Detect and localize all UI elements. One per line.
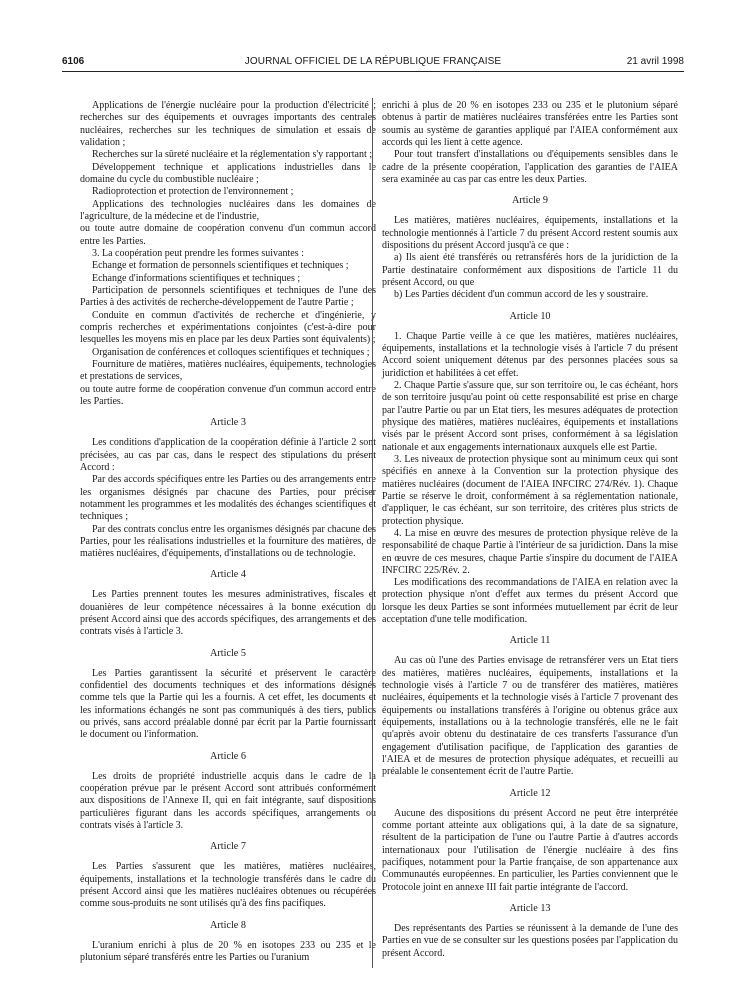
page-header — [62, 56, 684, 72]
paragraph: L'uranium enrichi à plus de 20 % en isotopes 233 ou 235 et le plutonium séparé transférés entre les Parties ou l'uranium — [80, 939, 376, 964]
publication-date: 21 avril 1998 — [626, 56, 684, 67]
header-rule — [62, 71, 684, 72]
paragraph: Les conditions d'application de la coopération définie à l'article 2 sont précisées, au cas par cas, dans le respect des stipulations du présent Accord : — [80, 437, 376, 473]
paragraph: Développement technique et applications industrielles dans le domaine du cycle du combustible nucléaire ; — [80, 161, 376, 185]
paragraph: Pour tout transfert d'installations ou d'équipements sensibles dans le cadre de la présente coopération, l'application des garanties de l'AIEA sera examinée au cas par cas entre les deux Parties. — [382, 149, 678, 185]
paragraph: Par des contrats conclus entre les organismes désignés par chacune des Parties, pour les réalisations industrielles et la fourniture des matières, de matières nucléaires, d'équipements, d'installations ou de technologie. — [80, 523, 376, 560]
paragraph: Les modifications des recommandations de l'AIEA en relation avec la protection physique n'ont d'effet aux termes du présent Accord que lorsque les deux Parties se sont informées mutuellement par écrit de leur acceptation d'une telle modification. — [382, 577, 678, 626]
paragraph: Au cas où l'une des Parties envisage de retransférer vers un Etat tiers des matières, matières nucléaires, équipements, installations et la technologie visés à l'article 7 ou de transférer des matières, matières nucléaires, équipements et la technologie visés à l'article 7 provenant des équipements ou installations transférés à l'origine ou obtenus grâce aux équipements, installations ou à la technologie transférés, elle ne le fait qu'après avoir obtenu du destinataire de ces transferts l'assurance d'un engagement d'utilisation pacifique, de l'application des garanties de l'AIEA et de mesures de protection physique adéquates, et recueilli au préalable le consentement écrit de l'autre Partie. — [382, 655, 678, 778]
paragraph: Les Parties s'assurent que les matières, matières nucléaires, équipements, installations et la technologie transférés dans le cadre du présent Accord ainsi que les matières nucléaires obtenues ou récupérées comme sous-produits ne sont utilisés qu'à des fins pacifiques. — [80, 861, 376, 910]
paragraph: enrichi à plus de 20 % en isotopes 233 ou 235 et le plutonium séparé obtenus à partir de matières nucléaires transférées entre les Parties sont soumis au système de garanties appliqué par l'AIEA conformément aux accords qui les lient à cette agence. — [382, 100, 678, 148]
paragraph: Applications des technologies nucléaires dans les domaines de l'agriculture, de la médecine et de l'industrie, — [80, 198, 376, 222]
paragraph: ou toute autre forme de coopération convenue d'un commun accord entre les Parties. — [80, 383, 376, 407]
paragraph: ou toute autre domaine de coopération convenu d'un commun accord entre les Parties. — [80, 223, 376, 247]
paragraph: Applications de l'énergie nucléaire pour la production d'électricité ; recherches sur des équipements et ouvrages importants des centrales nucléaires, recherches sur les techniques de simulation et essais de validation ; — [80, 100, 376, 148]
article-heading: Article 13 — [509, 903, 551, 915]
article-heading: Article 9 — [512, 195, 548, 207]
column-divider — [372, 98, 373, 968]
journal-title: JOURNAL OFFICIEL DE LA RÉPUBLIQUE FRANÇAISE — [244, 56, 502, 67]
paragraph: Par des accords spécifiques entre les Parties ou des arrangements entre les organismes désignés par chacune des Parties, pour préciser notamment les programmes et les modalités des échanges scientifiques et techniques ; — [80, 474, 376, 523]
paragraph: a) Ils aient été transférés ou retransférés hors de la juridiction de la Partie destinataire conformément aux dispositions de l'article 11 du présent Accord, ou que — [382, 252, 678, 288]
paragraph: Des représentants des Parties se réunissent à la demande de l'une des Parties en vue de se consulter sur les questions posées par l'application du présent Accord. — [382, 923, 678, 959]
paragraph: Conduite en commun d'activités de recherche et d'ingénierie, y compris recherches et expérimentations conjointes (c'est-à-dire pour lesquelles les moyens mis en place par les deux Parties sont équivalents) ; — [80, 309, 376, 346]
paragraph: Echange et formation de personnels scientifiques et techniques ; — [92, 260, 349, 272]
left-column — [80, 100, 376, 964]
paragraph: Les matières, matières nucléaires, équipements, installations et la technologie mentionnés à l'article 7 du présent Accord restent soumis aux dispositions du présent Accord jusqu'à ce que : — [382, 215, 678, 251]
paragraph: Organisation de conférences et colloques scientifiques et techniques ; — [92, 346, 370, 358]
paragraph: Les Parties garantissent la sécurité et préservent le caractère confidentiel des documents techniques et des informations désignés comme tels que la Partie qui les a fournis. A cet effet, les documents et les informations échangés ne sont pas communiqués à des tiers, publics ou privés, sans accord préalable donné par écrit par la Partie fournissant le document ou l'information. — [80, 667, 376, 741]
paragraph: Aucune des dispositions du présent Accord ne peut être interprétée comme portant atteinte aux obligations qui, à la date de sa signature, résultent de la participation de l'une ou l'autre Partie à d'autres accords internationaux pour l'utilisation de l'énergie nucléaire à des fins pacifiques, notamment pour la Partie française, de son appartenance aux Communautés européennes. En particulier, les Parties conviennent que le Protocole joint en annexe III fait partie intégrante de l'accord. — [382, 807, 678, 893]
article-heading: Article 10 — [509, 310, 551, 322]
article-heading: Article 3 — [210, 417, 246, 429]
article-heading: Article 8 — [210, 919, 246, 931]
paragraph: Les droits de propriété industrielle acquis dans le cadre de la coopération prévue par le présent Accord sont attribués conformément aux dispositions de l'Annexe II, qui en fait intégrante, sauf dispositions particulières figurant dans les accords spécifiques, arrangements ou contrats visés à l'article 3. — [80, 770, 376, 832]
article-heading: Article 4 — [210, 569, 246, 581]
paragraph: 2. Chaque Partie s'assure que, sur son territoire ou, le cas échéant, hors de son territoire jusqu'au point où cette responsabilité est prise en charge par l'autre Partie ou par un Etat tiers, les mesures adéquates de protection physique des matières, matières nucléaires, équipements et installations visés par le présent Accord sont prises, conformément à sa législation nationale et aux engagements internationaux auxquels elle est Partie. — [382, 379, 678, 453]
right-column — [382, 100, 678, 960]
article-heading: Article 12 — [509, 787, 551, 799]
paragraph: 1. Chaque Partie veille à ce que les matières, matières nucléaires, équipements, installations et la technologie visés à l'article 7 du présent Accord soient uniquement détenus par des personnes placées sous sa juridiction et habilitées à cet effet. — [382, 330, 678, 379]
page-number: 6106 — [62, 56, 85, 67]
paragraph: 3. La coopération peut prendre les formes suivantes : — [92, 247, 304, 259]
paragraph: Participation de personnels scientifiques et techniques de l'une des Parties à des activités de recherche-développement de l'autre Partie ; — [80, 284, 376, 309]
article-heading: Article 5 — [210, 647, 246, 659]
paragraph: b) Les Parties décident d'un commun accord de les y soustraire. — [394, 289, 649, 301]
article-heading: Article 11 — [509, 635, 551, 647]
paragraph: 3. Les niveaux de protection physique sont au minimum ceux qui sont spécifiés en annexe à la Convention sur la protection physique des matières nucléaires (document de l'AIEA INFCIRC 274/Rév. 1). Chaque Partie se réserve le droit, conformément à sa réglementation nationale, d'appliquer, le cas échéant, sur son territoire, des critères plus stricts de protection physique. — [382, 453, 678, 527]
article-heading: Article 7 — [210, 841, 246, 853]
paragraph: Recherches sur la sûreté nucléaire et la réglementation s'y rapportant ; — [92, 149, 373, 161]
paragraph: Les Parties prennent toutes les mesures administratives, fiscales et douanières de leur compétence nécessaires à la bonne exécution du présent Accord ainsi que des accords spécifiques, des arrangements et des contrats visés à l'article 3. — [80, 589, 376, 638]
paragraph: Echange d'informations scientifiques et techniques ; — [92, 272, 301, 284]
paragraph: 4. La mise en œuvre des mesures de protection physique relève de la responsabilité de chaque Partie à l'intérieur de sa juridiction. Dans la mise en œuvre de ces mesures, chaque Partie s'inspire du document de l'AIEA INFCIRC 225/Rév. 2. — [382, 527, 678, 576]
article-heading: Article 6 — [210, 750, 246, 762]
paragraph: Fourniture de matières, matières nucléaires, équipements, technologies et prestations de services, — [80, 358, 376, 383]
paragraph: Radioprotection et protection de l'environnement ; — [92, 186, 294, 198]
